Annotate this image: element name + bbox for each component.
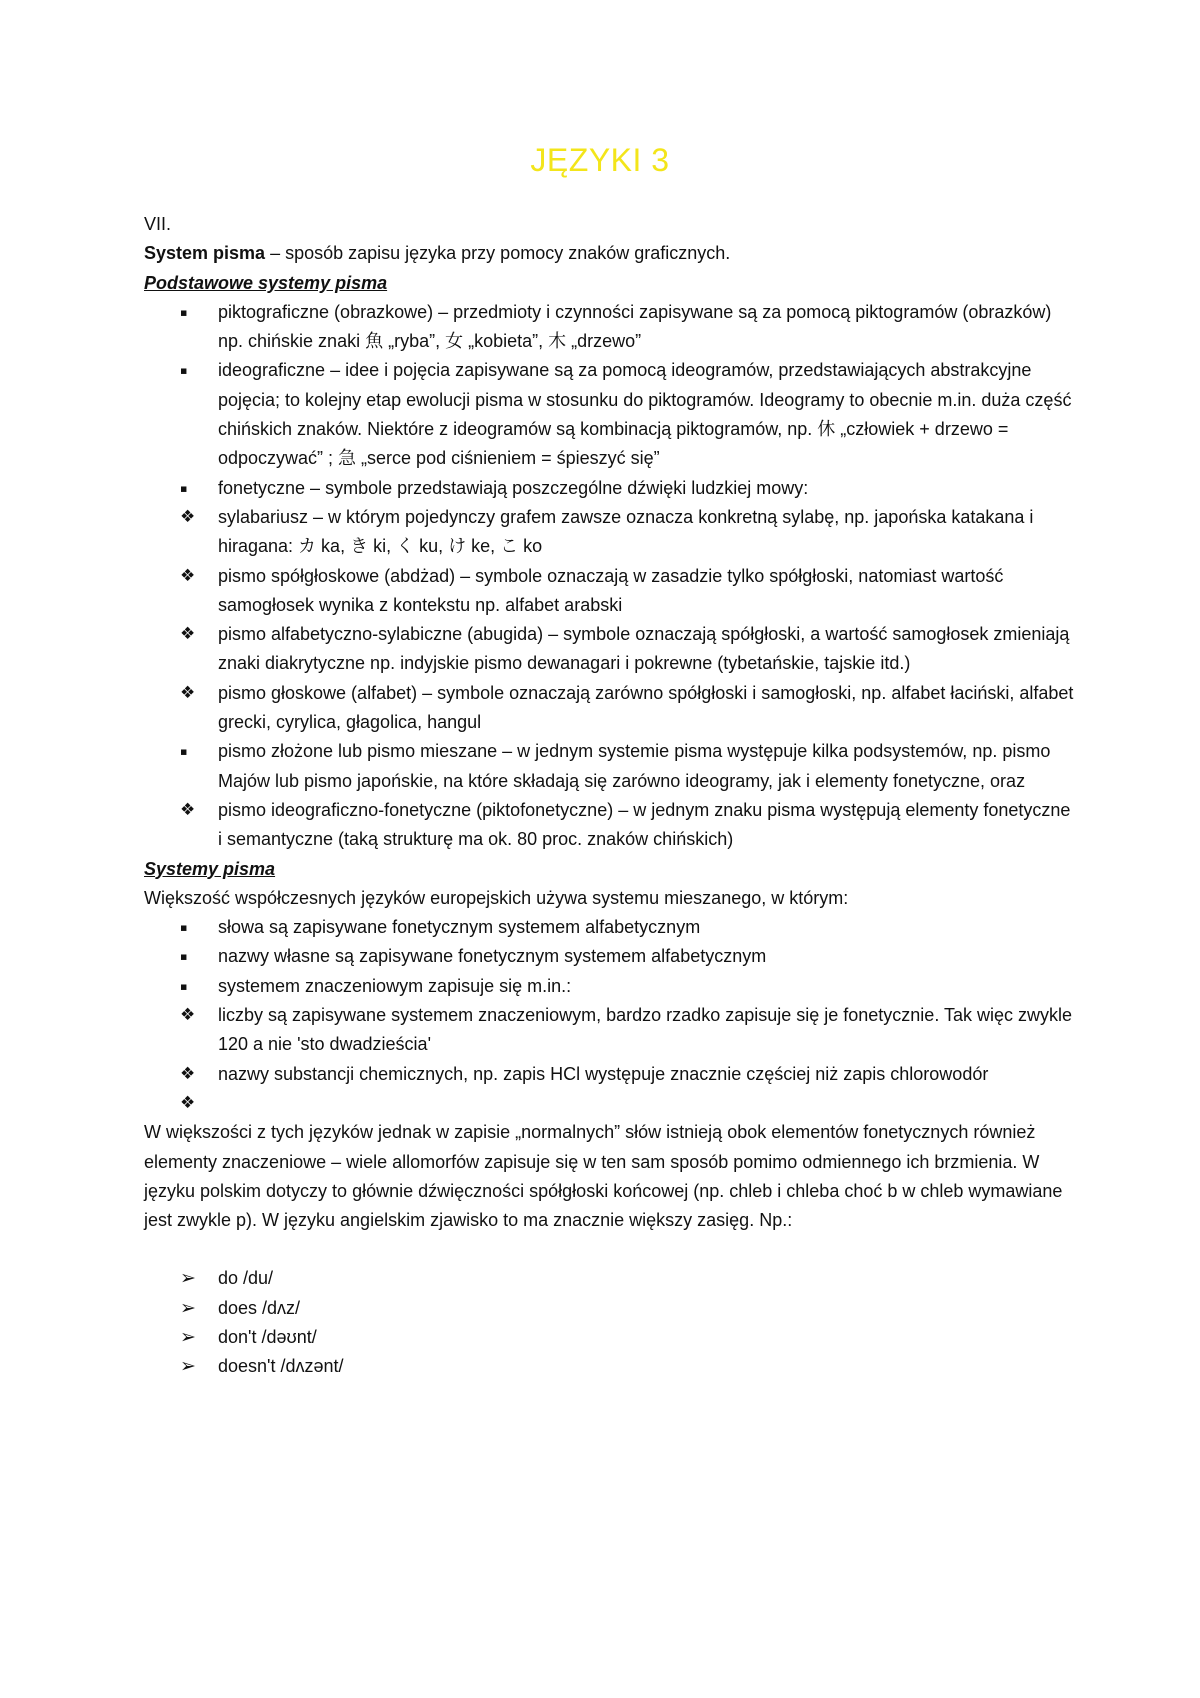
square-bullet-icon: ▪ <box>180 979 188 993</box>
example-item-text: doesn't /dʌzənt/ <box>218 1356 344 1377</box>
basic-system-item-text: pismo złożone lub pismo mieszane – w jednym systemie pisma występuje kilka podsystemów, np. pismo Majów lub pismo japońskie, na które składają się zarówno ideogramy, jak i elementy fonetyczne, oraz <box>218 741 1051 791</box>
document-body <box>144 210 1074 1382</box>
basic-system-item <box>144 679 1074 738</box>
basic-system-item-text: fonetyczne – symbole przedstawiają poszczególne dźwięki ludzkiej mowy: <box>218 477 809 498</box>
diamond-bullet-icon: ❖ <box>180 1063 196 1084</box>
diamond-bullet-icon: ❖ <box>180 1092 196 1113</box>
spacer <box>144 1235 1074 1264</box>
heading-writing-systems: Systemy pisma <box>144 858 276 879</box>
basic-system-item <box>144 737 1074 796</box>
arrow-bullet-icon: ➢ <box>180 1296 196 1319</box>
square-bullet-icon: ▪ <box>180 950 188 964</box>
mixed-system-item-text <box>218 1093 223 1113</box>
square-bullet-icon: ▪ <box>180 745 188 759</box>
mixed-system-item <box>144 1001 1074 1060</box>
allomorph-paragraph: W większości z tych języków jednak w zapisie „normalnych” słów istnieją obok elementów fonetycznych również elementy znaczeniowe – wiele allomorfów zapisuje się w ten sam sposób pomimo odmiennego ich brzmienia. W języku polskim dotyczy to głównie dźwięczności spółgłoski końcowej (np. chleb i chleba choć b w chleb wymawiane jest zwykle p). W języku angielskim zjawisko to ma znacznie większy zasięg. Np.: <box>144 1122 1063 1231</box>
basic-system-item <box>144 562 1074 621</box>
basic-system-item <box>144 796 1074 855</box>
basic-system-item <box>144 620 1074 679</box>
basic-system-item-text: pismo alfabetyczno-sylabiczne (abugida) – symbole oznaczają spółgłoski, a wartość samogłosek zmieniają znaki diakrytyczne np. indyjskie pismo dewanagari i pokrewne (tybetańskie, tajskie itd.) <box>218 624 1070 674</box>
diamond-bullet-icon: ❖ <box>180 682 196 703</box>
arrow-bullet-icon: ➢ <box>180 1355 196 1378</box>
diamond-bullet-icon: ❖ <box>180 799 196 820</box>
square-bullet-icon: ▪ <box>180 305 188 319</box>
mixed-system-item-text: słowa są zapisywane fonetycznym systemem alfabetycznym <box>218 917 701 938</box>
basic-system-item-text: pismo spółgłoskowe (abdżad) – symbole oznaczają w zasadzie tylko spółgłoski, natomiast wartość samogłosek wynika z kontekstu np. alfabet arabski <box>218 565 1004 615</box>
arrow-bullet-icon: ➢ <box>180 1267 196 1290</box>
basic-system-item-text: ideograficzne – idee i pojęcia zapisywane są za pomocą ideogramów, przedstawiających abstrakcyjne pojęcia; to kolejny etap ewolucji pisma w stosunku do piktogramów. Ideogramy to obecnie m.in. duża część chińskich znaków. Niektóre z ideogramów są kombinacją piktogramów, np. 休 „człowiek + drzewo = odpoczywać” ; 急 „serce pod ciśnieniem = śpieszyć się” <box>218 360 1072 469</box>
mixed-system-list <box>144 913 1074 1118</box>
mixed-system-item <box>144 942 1074 971</box>
square-bullet-icon: ▪ <box>180 364 188 378</box>
example-item <box>144 1294 1074 1323</box>
examples-list <box>144 1264 1074 1381</box>
mixed-system-item <box>144 913 1074 942</box>
mixed-system-item <box>144 1060 1074 1089</box>
example-item <box>144 1264 1074 1293</box>
mixed-system-item-text: systemem znaczeniowym zapisuje się m.in.: <box>218 975 572 996</box>
basic-system-item <box>144 474 1074 503</box>
diamond-bullet-icon: ❖ <box>180 1005 196 1026</box>
square-bullet-icon: ▪ <box>180 481 188 495</box>
mixed-system-item <box>144 1089 1074 1118</box>
square-bullet-icon: ▪ <box>180 921 188 935</box>
definition-text: – sposób zapisu języka przy pomocy znaków graficznych. <box>265 243 731 264</box>
basic-system-item <box>144 298 1074 357</box>
example-item-text: do /du/ <box>218 1268 274 1289</box>
diamond-bullet-icon: ❖ <box>180 624 196 645</box>
definition-term: System pisma <box>144 243 266 264</box>
systems-intro: Większość współczesnych języków europejskich używa systemu mieszanego, w którym: <box>144 887 849 908</box>
basic-system-item-text: pismo głoskowe (alfabet) – symbole oznaczają zarówno spółgłoski i samogłoski, np. alfabet łaciński, alfabet grecki, cyrylica, głagolica, hangul <box>218 682 1074 733</box>
basic-system-item-text: piktograficzne (obrazkowe) – przedmioty i czynności zapisywane są za pomocą piktogramów (obrazków) np. chińskie znaki 魚 „ryba”, 女 „kobieta”, 木 „drzewo” <box>218 301 1052 352</box>
mixed-system-item-text: liczby są zapisywane systemem znaczeniowym, bardzo rzadko zapisuje się je fonetycznie. Tak więc zwykle 120 a nie 'sto dwadzieścia' <box>218 1005 1073 1055</box>
mixed-system-item <box>144 972 1074 1001</box>
basic-system-item-text: sylabariusz – w którym pojedynczy grafem zawsze oznacza konkretną sylabę, np. japońska katakana i hiragana: カ ka, き ki, く ku, け ke, こ ko <box>218 506 1034 557</box>
basic-system-item <box>144 356 1074 473</box>
heading-basic-writing-systems: Podstawowe systemy pisma <box>144 272 388 293</box>
mixed-system-item-text: nazwy substancji chemicznych, np. zapis HCl występuje znacznie częściej niż zapis chlorowodór <box>218 1063 989 1084</box>
example-item <box>144 1352 1074 1381</box>
diamond-bullet-icon: ❖ <box>180 565 196 586</box>
definition-line <box>144 239 1074 268</box>
basic-system-item-text: pismo ideograficzno-fonetyczne (piktofonetyczne) – w jednym znaku pisma występują elementy fonetyczne i semantyczne (taką strukturę ma ok. 80 proc. znaków chińskich) <box>218 799 1071 850</box>
example-item-text: does /dʌz/ <box>218 1297 301 1318</box>
section-number: VII. <box>144 214 172 234</box>
page-title: JĘZYKI 3 <box>530 142 670 178</box>
diamond-bullet-icon: ❖ <box>180 506 196 527</box>
basic-system-item <box>144 503 1074 562</box>
arrow-bullet-icon: ➢ <box>180 1325 196 1348</box>
basic-systems-list <box>144 298 1074 855</box>
mixed-system-item-text: nazwy własne są zapisywane fonetycznym systemem alfabetycznym <box>218 946 767 967</box>
example-item <box>144 1323 1074 1352</box>
example-item-text: don't /dəʊnt/ <box>218 1326 317 1347</box>
